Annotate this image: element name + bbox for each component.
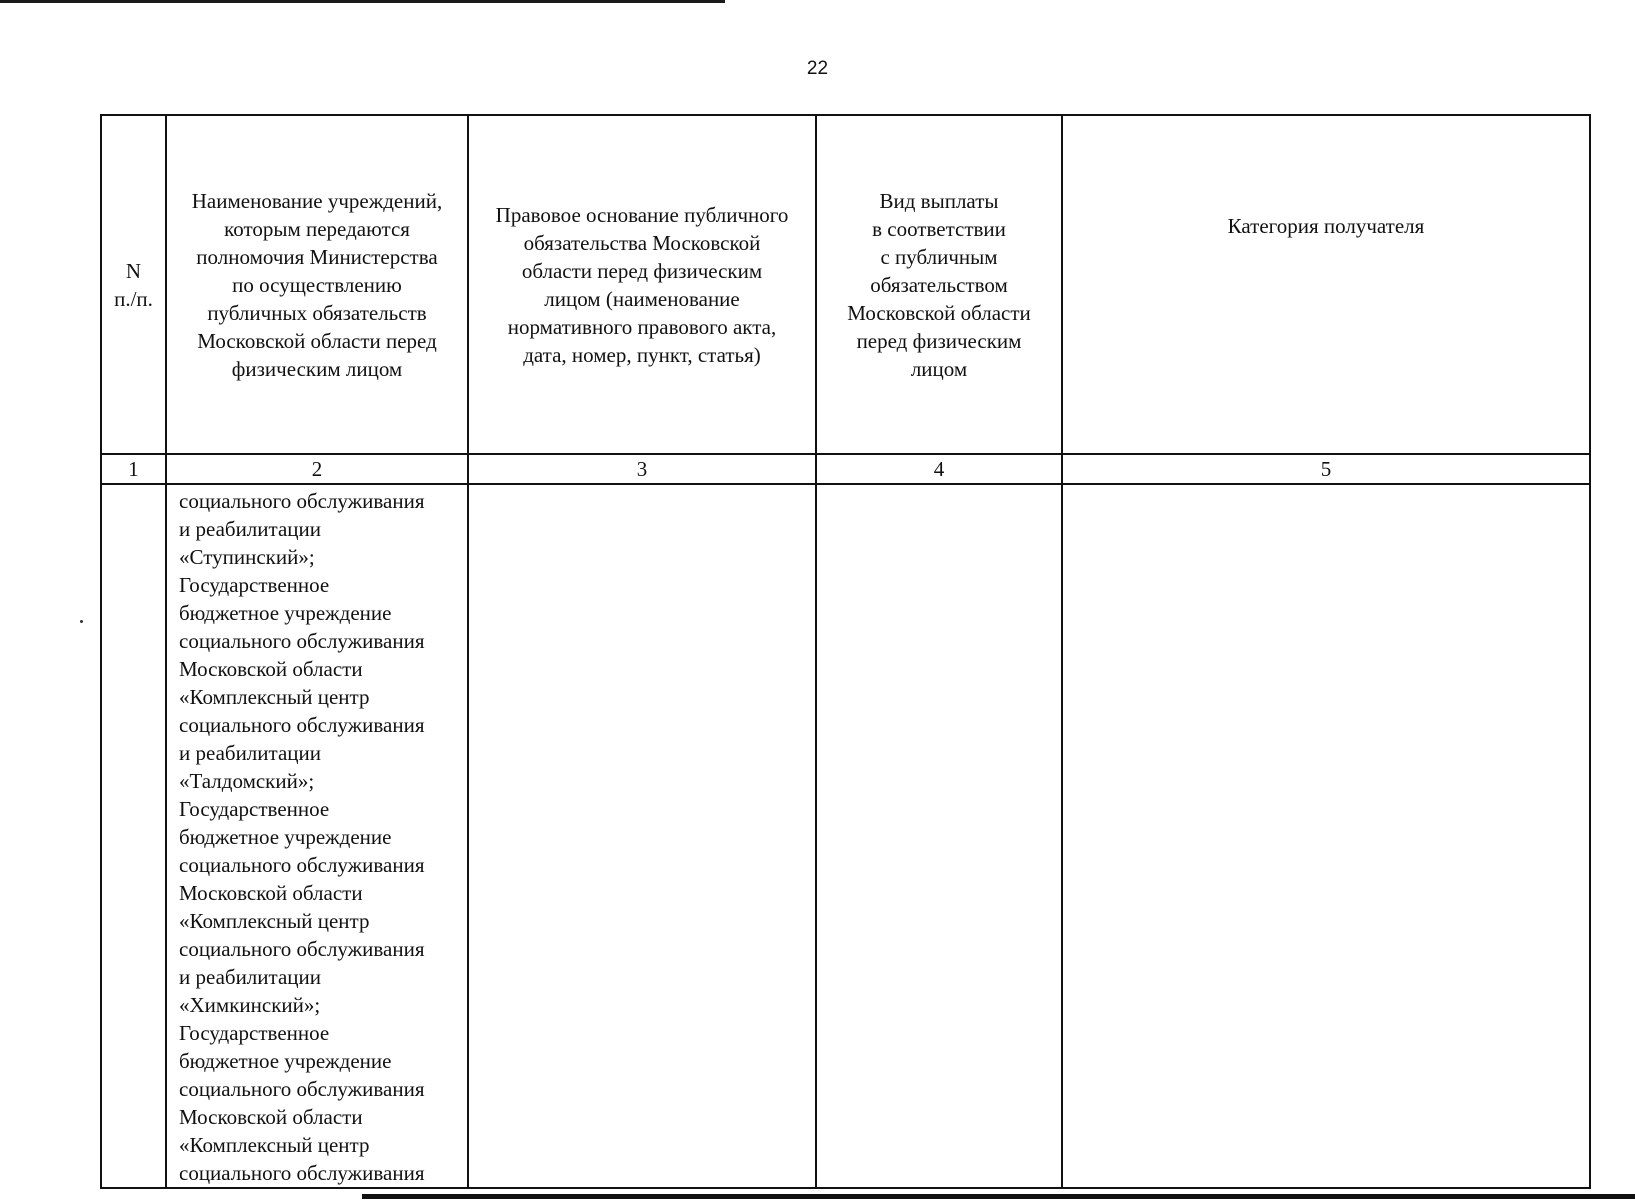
table-header-row: [101, 115, 1590, 454]
header-line: Наименование учреждений,: [191, 188, 443, 213]
institution-line: социального обслуживания: [179, 853, 425, 877]
institution-line: Государственное: [179, 1021, 330, 1045]
header-line: Категория получателя: [1227, 214, 1425, 238]
header-line: перед физическим: [856, 328, 1022, 353]
header-line: нормативного правового акта,: [507, 314, 777, 339]
cell-number: [101, 484, 166, 1188]
header-line: обязательством: [870, 272, 1008, 297]
cell-payment-type: [816, 484, 1062, 1188]
institution-line: социального обслуживания: [179, 1161, 425, 1185]
header-line: Московской области перед: [197, 328, 437, 353]
header-line: дата, номер, пункт, статья): [523, 342, 761, 367]
header-line: области перед физическим: [521, 258, 763, 283]
header-line: полномочия Министерства: [196, 244, 438, 269]
institution-line: Московской области: [179, 657, 363, 681]
institution-line: и реабилитации: [179, 517, 321, 541]
header-payment-type: [816, 115, 1062, 454]
header-line: лицом: [910, 356, 968, 381]
column-number: 3: [468, 454, 816, 484]
cell-institution-list: [166, 484, 468, 1188]
institution-line: «Талдомский»;: [179, 769, 315, 793]
header-line: N: [125, 258, 142, 283]
institution-line: социального обслуживания: [179, 629, 425, 653]
scan-edge-bottom: [362, 1194, 1635, 1199]
header-institution-name: [166, 115, 468, 454]
institution-line: Московской области: [179, 881, 363, 905]
column-number: 4: [816, 454, 1062, 484]
institution-line: бюджетное учреждение: [179, 1049, 392, 1073]
column-number: 5: [1062, 454, 1590, 484]
scan-speck: [80, 620, 83, 623]
header-line: в соответствии: [872, 216, 1006, 241]
cell-recipient-category: [1062, 484, 1590, 1188]
header-line: которым передаются: [224, 216, 410, 241]
header-line: Московской области: [847, 300, 1031, 325]
institution-line: Государственное: [179, 573, 330, 597]
column-number: 2: [166, 454, 468, 484]
institution-line: «Комплексный центр: [179, 685, 370, 709]
institution-line: Государственное: [179, 797, 330, 821]
institution-line: социального обслуживания: [179, 1077, 425, 1101]
institution-line: социального обслуживания: [179, 937, 425, 961]
institution-line: «Ступинский»;: [179, 545, 315, 569]
table-row: [101, 484, 1590, 1188]
header-number: [101, 115, 166, 454]
institution-line: и реабилитации: [179, 965, 321, 989]
institution-line: Московской области: [179, 1105, 363, 1129]
institution-line: «Комплексный центр: [179, 1133, 370, 1157]
header-line: Вид выплаты: [879, 188, 999, 213]
cell-legal-basis: [468, 484, 816, 1188]
header-line: физическим лицом: [231, 356, 403, 381]
institution-line: социального обслуживания: [179, 489, 425, 513]
header-line: Правовое основание публичного: [495, 202, 789, 227]
document-table: [100, 114, 1591, 1189]
scan-edge-top: [0, 0, 725, 3]
institution-line: бюджетное учреждение: [179, 601, 392, 625]
column-number-row: [101, 454, 1590, 484]
header-recipient-category: [1062, 115, 1590, 454]
institution-line: и реабилитации: [179, 741, 321, 765]
header-line: публичных обязательств: [207, 300, 427, 325]
header-line: обязательства Московской: [523, 230, 761, 255]
header-line: п./п.: [114, 286, 153, 311]
page-number: 22: [806, 58, 829, 79]
header-line: по осуществлению: [232, 272, 402, 297]
column-number: 1: [101, 454, 166, 484]
institution-line: социального обслуживания: [179, 713, 425, 737]
header-line: лицом (наименование: [544, 286, 740, 311]
institution-line: «Химкинский»;: [179, 993, 321, 1017]
institution-line: бюджетное учреждение: [179, 825, 392, 849]
institution-line: «Комплексный центр: [179, 909, 370, 933]
header-line: с публичным: [880, 244, 998, 269]
header-legal-basis: [468, 115, 816, 454]
